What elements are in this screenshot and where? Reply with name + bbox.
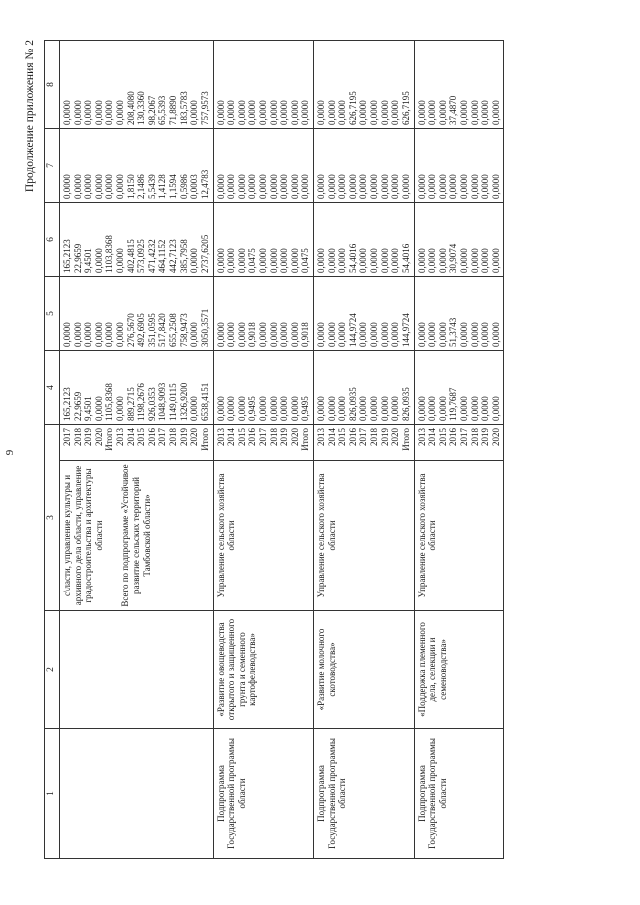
- subprogram-name-cell: «Развитие молочного скотоводства»: [314, 611, 414, 729]
- value-cell-total: 0,0000 0,0000 0,0000 119,7687 0,0000 0,0000 0,0000 0,0000: [414, 351, 504, 425]
- years-cell: 2013 2014 2015 2016 2017 2018 2019 2020 Итого: [213, 425, 313, 461]
- value-cell-regional: 0,0000 0,0000 0,0000 54,4016 0,0000 0,0000 0,0000 0,0000 54,4016: [314, 203, 414, 277]
- table-row: [414, 41, 504, 859]
- value-cell-regional: 0,0000 0,0000 0,0000 0,0475 0,0000 0,0000 0,0000 0,0000 0,0475: [213, 203, 313, 277]
- value-cell-regional: 165,2123 22,9659 9,4501 0,0000 1103,8368 0,0000 402,4815 573,0925 471,4232 464,1152 442,7123 385,7958 0,0000 2737,6205: [60, 203, 214, 277]
- value-cell-local: 0,0000 0,0000 0,0000 0,0000 0,0000 0,0000 1,8150 2,1486 5,5439 1,4128 1,1594 0,5986 0,0003 12,4783: [60, 129, 214, 203]
- value-cell-federal: 0,0000 0,0000 0,0000 144,9724 0,0000 0,0000 0,0000 0,0000 144,9724: [314, 277, 414, 351]
- subprogram-name-cell: «Поддержка племенного дела, селекции и семеноводства»: [414, 611, 504, 729]
- subprogram-cell: Подпрограмма Государственной программы области: [414, 729, 504, 859]
- responsible-cell: Управление сельского хозяйства области: [213, 461, 313, 611]
- table-row: [60, 41, 214, 859]
- appendix-label: Продолжение приложения № 2: [24, 40, 36, 193]
- value-cell-regional: 0,0000 0,0000 0,0000 30,9074 0,0000 0,0000 0,0000 0,0000: [414, 203, 504, 277]
- subprogram-cell: Подпрограмма Государственной программы области: [314, 729, 414, 859]
- column-header: 1: [45, 729, 60, 859]
- value-cell-total: 165,2123 22,9659 9,4501 0,0000 1105,8368 0,0000 889,2715 1198,2676 926,0353 1048,9093 1149,0115 1326,9200 0,0000 6538,4151: [60, 351, 214, 425]
- table-header-row: [45, 41, 60, 859]
- years-cell: 2013 2014 2015 2016 2017 2018 2019 2020 Итого: [314, 425, 414, 461]
- page-number: 9: [4, 449, 16, 456]
- column-header: 8: [45, 41, 60, 129]
- value-cell-extrabudget: 0,0000 0,0000 0,0000 0,0000 0,0000 0,0000 0,0000 0,0000 0,0000: [213, 41, 313, 129]
- subprogram-name-cell: «Развитие овощеводства открытого и защищенного грунта и семенного картофелеводства»: [213, 611, 313, 729]
- column-header: 3: [45, 425, 60, 611]
- subprogram-cell: Подпрограмма Государственной программы области: [213, 729, 313, 859]
- column-header: 7: [45, 129, 60, 203]
- responsible-cell: [60, 461, 214, 611]
- value-cell-extrabudget: 0,0000 0,0000 0,0000 0,0000 0,0000 0,0000 208,4080 130,3360 98,2067 65,5393 71,8890 183,5783 0,0000 757,9573: [60, 41, 214, 129]
- column-header: 4: [45, 351, 60, 425]
- column-header: 5: [45, 277, 60, 351]
- value-cell-total: 0,0000 0,0000 0,0000 826,0935 0,0000 0,0000 0,0000 0,0000 826,0935: [314, 351, 414, 425]
- column-header: 2: [45, 611, 60, 729]
- subprogram-cell: [60, 729, 214, 859]
- subprogram-name-cell: [60, 611, 214, 729]
- responsible-cell: Управление сельского хозяйства области: [414, 461, 504, 611]
- value-cell-total: 0,0000 0,0000 0,0000 0,9495 0,0000 0,0000 0,0000 0,0000 0,9495: [213, 351, 313, 425]
- value-cell-federal: 0,0000 0,0000 0,0000 0,0000 0,0000 0,0000 276,5670 492,6905 351,0595 517,8420 655,2508 758,9473 0,0000 3050,3571: [60, 277, 214, 351]
- value-cell-local: 0,0000 0,0000 0,0000 0,0000 0,0000 0,0000 0,0000 0,0000 0,0000: [314, 129, 414, 203]
- value-cell-federal: 0,0000 0,0000 0,0000 0,9018 0,0000 0,0000 0,0000 0,0000 0,9018: [213, 277, 313, 351]
- years-cell: 2013 2014 2015 2016 2017 2018 2019 2020: [414, 425, 504, 461]
- years-cell: 2017 2018 2019 2020 Итого 2013 2014 2015 2016 2017 2018 2019 2020 Итого: [60, 425, 214, 461]
- value-cell-local: 0,0000 0,0000 0,0000 0,0000 0,0000 0,0000 0,0000 0,0000: [414, 129, 504, 203]
- value-cell-local: 0,0000 0,0000 0,0000 0,0000 0,0000 0,0000 0,0000 0,0000 0,0000: [213, 129, 313, 203]
- budget-table: [44, 40, 504, 859]
- value-cell-extrabudget: 0,0000 0,0000 0,0000 626,7195 0,0000 0,0000 0,0000 0,0000 626,7195: [314, 41, 414, 129]
- value-cell-federal: 0,0000 0,0000 0,0000 51,3743 0,0000 0,0000 0,0000 0,0000: [414, 277, 504, 351]
- subprogram-total-label: Всего по подпрограмме «Устойчивое развитие сельских территорий Тамбовской области»: [120, 464, 152, 607]
- responsible-cell: Управление сельского хозяйства области: [314, 461, 414, 611]
- value-cell-extrabudget: 0,0000 0,0000 0,0000 37,4870 0,0000 0,0000 0,0000 0,0000: [414, 41, 504, 129]
- table-row: [213, 41, 313, 859]
- table-row: [314, 41, 414, 859]
- column-header: 6: [45, 203, 60, 277]
- responsible-text: с\ласти, управление культуры и архивного дела области, управление градостроительства и архитектуры области: [62, 465, 104, 606]
